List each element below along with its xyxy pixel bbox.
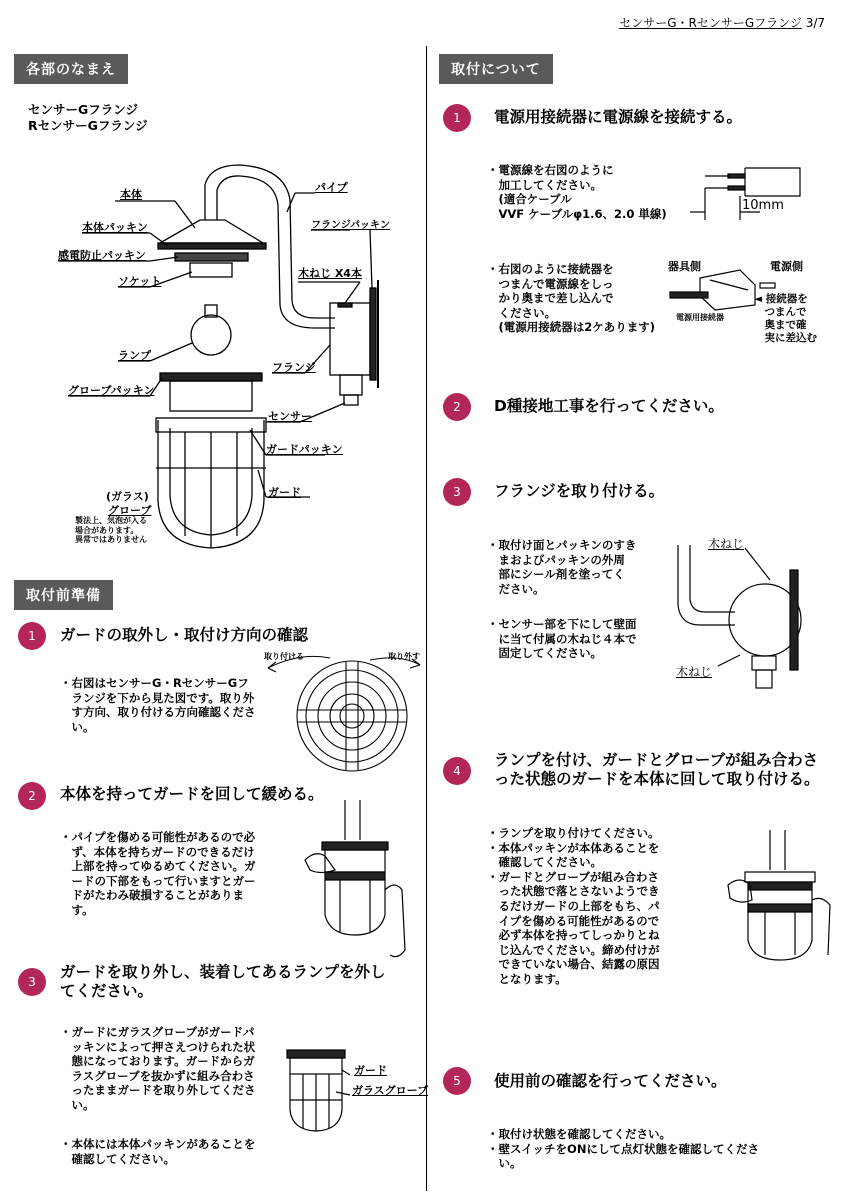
step-title: 使用前の確認を行ってください。 (494, 1072, 727, 1090)
step-title: 本体を持ってガードを回して緩める。 (60, 785, 324, 803)
label-glass: (ガラス) (106, 490, 149, 503)
label-screw-bottom: 木ねじ (676, 665, 713, 679)
step-badge: 5 (443, 1067, 471, 1095)
page-number: 3/7 (805, 16, 825, 30)
step-text: ・取付け面とパッキンのすき まおよびパッキンの外周 部にシール剤を塗ってく ださい。 (487, 538, 637, 596)
prep-section-title: 取付前準備 (14, 580, 113, 610)
label-pipe: パイプ (315, 181, 348, 194)
label-globe: グローブ (108, 504, 152, 517)
step-title: 電源用接続器に電源線を接続する。 (494, 108, 743, 126)
step-badge: 3 (443, 478, 471, 506)
label-guard: ガード (268, 486, 301, 499)
step-title: ガードの取外し・取付け方向の確認 (60, 626, 309, 644)
step-text: ・電源線を右図のように 加工してください。 (適合ケーブル VVF ケーブルφ1.6、2.0 単線) (487, 163, 667, 221)
product-name-2: RセンサーGフランジ (28, 118, 148, 133)
step-title: D種接地工事を行ってください。 (494, 397, 724, 415)
step-text: ・ガードにガラスグローブがガードパ ッキンによって押さえつけられた状 態になっております。ガードからガ ラスグローブを抜かずに組み合わさ ったままガードを取り外してくださ い。 (60, 1025, 256, 1112)
arrow-label-attach: 取り付ける (264, 652, 304, 661)
label-body: 本体 (120, 188, 142, 201)
pinch-note: ◄ 接続器を つまんで 奥まで確 実に差込む (754, 293, 817, 344)
strip-length: 10mm (742, 198, 784, 213)
label-flange: フランジ (272, 361, 316, 374)
label-guard: ガード (354, 1064, 387, 1077)
step-text-2: ・右図のように接続器を つまんで電源線をしっ かり奥まで差し込んで ください。 (電源用接続器は2ケあります) (487, 262, 656, 335)
label-shock-packing: 感電防止パッキン (58, 249, 146, 262)
step-text-2: ・センサー部を下にして壁面 に当て付属の木ねじ４本で 固定してください。 (487, 617, 637, 661)
step-text: ・ランプを取り付けてください。 ・本体パッキンが本体あることを 確認してください。 ・ガードとグローブが組み合わさ った状態で落とさないようでき るだけガードの上部をもち、パ イプを傷める可能性があるので 必ず本体を持ってしっかりとね じ込んでください。締め付けが できていない場合、結露の原因 となります。 (487, 826, 660, 986)
label-flange-packing: フランジパッキン (311, 220, 390, 231)
label-fixture-side: 器具側 (668, 260, 701, 273)
label-power-side: 電源側 (770, 260, 803, 273)
install-section-title: 取付について (439, 54, 553, 84)
step-badge: 2 (18, 782, 46, 810)
step-text-2: ・本体には本体パッキンがあることを 確認してください。 (60, 1137, 256, 1166)
step-badge: 1 (18, 622, 46, 650)
parts-section-title: 各部のなまえ (14, 54, 128, 84)
step-badge: 1 (443, 104, 471, 132)
step-text: ・取付け状態を確認してください。 ・壁スイッチをONにして点灯状態を確認してくださ い。 (487, 1127, 759, 1171)
step-text: ・右図はセンサーG・RセンサーGフ ランジを下から見た図です。取り外 す方向、取り付ける方向確認くださ い。 (60, 676, 256, 734)
step-title: ランプを付け、ガードとグローブが組み合わさ った状態のガードを本体に回して取り付ける。 (494, 751, 820, 788)
doc-title: センサーG・RセンサーGフランジ (619, 16, 802, 30)
label-screw-top: 木ねじ (708, 537, 745, 551)
arrow-label-remove: 取り外す (388, 652, 420, 661)
label-body-packing: 本体パッキン (82, 221, 148, 234)
step-text: ・パイプを傷める可能性があるので必 ず、本体を持ちガードのできるだけ 上部を持ってゆるめてください。ガ ードの下部をもって行いますとガー ドがたわみ破損することがありま す。 (60, 830, 256, 917)
step-badge: 3 (18, 968, 46, 996)
label-glass-globe: ガラスグローブ (352, 1084, 429, 1097)
product-name-1: センサーGフランジ (28, 102, 138, 117)
step-title: ガードを取り外し、装着してあるランプを外し てください。 (60, 963, 386, 1000)
step-badge: 4 (443, 757, 471, 785)
label-socket: ソケット (118, 275, 162, 288)
step-title: フランジを取り付ける。 (494, 482, 665, 500)
bubble-note: 製法上、気泡が入る 場合があります。 異常ではありません (75, 516, 147, 544)
label-wood-screw: 木ねじ X4本 (298, 267, 362, 280)
label-globe-packing: グローブパッキン (68, 384, 155, 397)
label-sensor: センサー (268, 410, 312, 423)
label-lamp: ランプ (118, 349, 151, 362)
step-badge: 2 (443, 393, 471, 421)
label-connector: 電源用接続器 (676, 313, 724, 322)
label-guard-packing: ガードパッキン (266, 443, 343, 456)
